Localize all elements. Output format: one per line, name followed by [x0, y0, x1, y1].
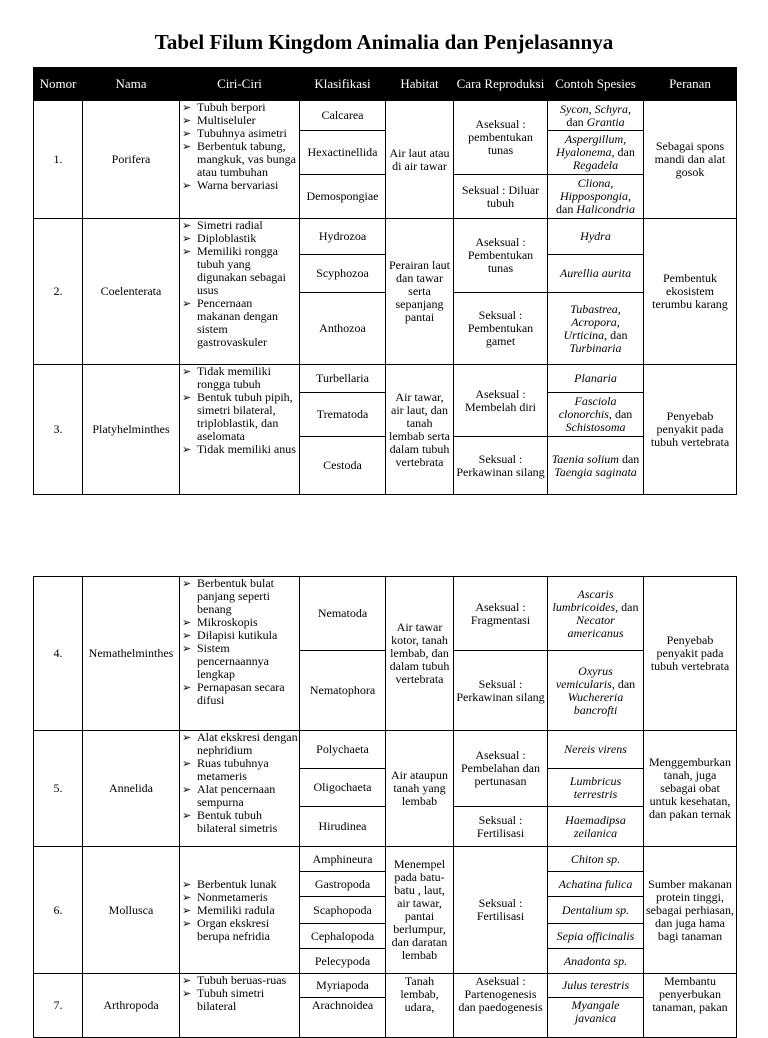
table-header-row	[34, 68, 737, 101]
cell-habitat: Tanah lembab, udara,	[386, 974, 454, 1038]
cell-nomor: 6.	[34, 847, 83, 974]
list-item: ➢ Berbentuk bulat panjang seperti benang	[182, 577, 298, 616]
cell-nama: Mollusca	[83, 847, 180, 974]
cell-contoh: Nereis virens	[548, 731, 644, 769]
list-item: ➢ Diploblastik	[182, 232, 298, 245]
list-item: ➢ Tubuh berpori	[182, 101, 298, 114]
cell-contoh: Achatina fulica	[548, 872, 644, 897]
list-item: ➢ Tidak memiliki anus	[182, 443, 298, 456]
page-title: Tabel Filum Kingdom Animalia dan Penjelasannya	[154, 30, 614, 54]
header-klasifikasi: Klasifikasi	[300, 68, 386, 101]
cell-nama: Porifera	[83, 101, 180, 219]
cell-peranan: Pembentuk ekosistem terumbu karang	[644, 219, 737, 365]
cell-ciri	[180, 847, 300, 974]
list-item: ➢ Tidak memiliki rongga tubuh	[182, 365, 298, 391]
list-item: ➢ Mikroskopis	[182, 616, 298, 629]
cell-reproduksi: Aseksual : Fragmentasi	[454, 577, 548, 651]
cell-reproduksi: Aseksual : Membelah diri	[454, 365, 548, 437]
header-reproduksi: Cara Reproduksi	[454, 68, 548, 101]
list-item: ➢ Pernapasan secara difusi	[182, 681, 298, 707]
cell-ciri	[180, 577, 300, 731]
cell-reproduksi: Seksual : Perkawinan silang	[454, 437, 548, 495]
list-item: ➢ Berbentuk tabung, mangkuk, vas bunga atau tumbuhan	[182, 140, 298, 179]
cell-habitat: Air laut atau di air tawar	[386, 101, 454, 219]
cell-contoh: Oxyrus vemicularis, dan Wuchereria bancrofti	[548, 651, 644, 731]
cell-klasifikasi: Anthozoa	[300, 293, 386, 365]
cell-reproduksi: Aseksual : pembentukan tunas	[454, 101, 548, 175]
cell-klasifikasi: Cephalopoda	[300, 924, 386, 949]
cell-klasifikasi: Arachnoidea	[300, 998, 386, 1038]
header-nomor: Nomor	[34, 68, 83, 101]
cell-nama: Annelida	[83, 731, 180, 847]
cell-peranan: Sebagai spons mandi dan alat gosok	[644, 101, 737, 219]
cell-contoh: Chiton sp.	[548, 847, 644, 872]
cell-contoh: Tubastrea, Acropora, Urticina, dan Turbinaria	[548, 293, 644, 365]
cell-klasifikasi: Cestoda	[300, 437, 386, 495]
list-item: ➢ Ruas tubuhnya metameris	[182, 757, 298, 783]
cell-nama: Platyhelminthes	[83, 365, 180, 495]
cell-contoh: Fasciola clonorchis, dan Schistosoma	[548, 393, 644, 437]
cell-habitat: Air tawar kotor, tanah lembab, dan dalam tubuh vertebrata	[386, 577, 454, 731]
cell-contoh: Julus terestris	[548, 974, 644, 998]
list-item: ➢ Dilapisi kutikula	[182, 629, 298, 642]
cell-contoh: Anadonta sp.	[548, 949, 644, 974]
cell-contoh: Myangale javanica	[548, 998, 644, 1038]
list-item: ➢ Sistem pencernaannya lengkap	[182, 642, 298, 681]
cell-klasifikasi: Turbellaria	[300, 365, 386, 393]
cell-nomor: 1.	[34, 101, 83, 219]
list-item: ➢ Bentuk tubuh pipih, simetri bilateral, triploblastik, dan aselomata	[182, 391, 298, 443]
list-item: ➢ Nonmetameris	[182, 891, 298, 904]
cell-klasifikasi: Hydrozoa	[300, 219, 386, 255]
list-item: ➢ Alat pencernaan sempurna	[182, 783, 298, 809]
list-item: ➢ Pencernaan makanan dengan sistem gastrovaskuler	[182, 297, 298, 349]
cell-klasifikasi: Myriapoda	[300, 974, 386, 998]
cell-klasifikasi: Oligochaeta	[300, 769, 386, 807]
cell-contoh: Cliona, Hippospongia, dan Halicondria	[548, 175, 644, 219]
table-row	[34, 101, 737, 131]
table-row	[34, 974, 737, 998]
cell-nomor: 7.	[34, 974, 83, 1038]
table-row	[34, 365, 737, 393]
cell-contoh: Hydra	[548, 219, 644, 255]
cell-habitat: Air tawar, air laut, dan tanah lembab serta dalam tubuh vertebrata	[386, 365, 454, 495]
cell-nama: Arthropoda	[83, 974, 180, 1038]
header-habitat: Habitat	[386, 68, 454, 101]
header-nama: Nama	[83, 68, 180, 101]
cell-klasifikasi: Pelecypoda	[300, 949, 386, 974]
cell-klasifikasi: Scyphozoa	[300, 255, 386, 293]
cell-reproduksi: Seksual : Fertilisasi	[454, 807, 548, 847]
list-item: ➢ Berbentuk lunak	[182, 878, 298, 891]
cell-contoh: Sepia officinalis	[548, 924, 644, 949]
cell-ciri	[180, 219, 300, 365]
header-peranan: Peranan	[644, 68, 737, 101]
cell-klasifikasi: Nematoda	[300, 577, 386, 651]
list-item: ➢ Tubuh simetri bilateral	[182, 987, 298, 1013]
header-contoh: Contoh Spesies	[548, 68, 644, 101]
cell-reproduksi: Seksual : Pembentukan gamet	[454, 293, 548, 365]
cell-ciri	[180, 974, 300, 1038]
list-item: ➢ Bentuk tubuh bilateral simetris	[182, 809, 298, 835]
phylum-table-part-2	[33, 576, 737, 1038]
cell-klasifikasi: Amphineura	[300, 847, 386, 872]
cell-peranan: Menggemburkan tanah, juga sebagai obat untuk kesehatan, dan pakan ternak	[644, 731, 737, 847]
cell-klasifikasi: Nematophora	[300, 651, 386, 731]
cell-contoh: Sycon, Schyra, dan Grantia	[548, 101, 644, 131]
list-item: ➢ Simetri radial	[182, 219, 298, 232]
cell-nama: Coelenterata	[83, 219, 180, 365]
cell-ciri	[180, 731, 300, 847]
cell-contoh: Haemadipsa zeilanica	[548, 807, 644, 847]
cell-peranan: Penyebab penyakit pada tubuh vertebrata	[644, 365, 737, 495]
cell-nomor: 3.	[34, 365, 83, 495]
table-row	[34, 731, 737, 769]
cell-contoh: Ascaris lumbricoides, dan Necator americanus	[548, 577, 644, 651]
cell-nomor: 4.	[34, 577, 83, 731]
list-item: ➢ Multiseluler	[182, 114, 298, 127]
cell-reproduksi: Seksual : Fertilisasi	[454, 847, 548, 974]
cell-reproduksi: Seksual : Perkawinan silang	[454, 651, 548, 731]
cell-nomor: 5.	[34, 731, 83, 847]
cell-peranan: Sumber makanan protein tinggi, sebagai perhiasan, dan juga hama bagi tanaman	[644, 847, 737, 974]
cell-reproduksi: Seksual : Diluar tubuh	[454, 175, 548, 219]
list-item: ➢ Tubuh beruas-ruas	[182, 974, 298, 987]
cell-contoh: Dentalium sp.	[548, 897, 644, 924]
cell-klasifikasi: Calcarea	[300, 101, 386, 131]
cell-klasifikasi: Demospongiae	[300, 175, 386, 219]
cell-nomor: 2.	[34, 219, 83, 365]
cell-klasifikasi: Gastropoda	[300, 872, 386, 897]
cell-habitat: Air ataupun tanah yang lembab	[386, 731, 454, 847]
cell-ciri	[180, 365, 300, 495]
cell-contoh: Planaria	[548, 365, 644, 393]
list-item: ➢ Memiliki rongga tubuh yang digunakan sebagai usus	[182, 245, 298, 297]
phylum-table-part-1	[33, 67, 737, 495]
cell-klasifikasi: Hexactinellida	[300, 131, 386, 175]
list-item: ➢ Warna bervariasi	[182, 179, 298, 192]
cell-klasifikasi: Polychaeta	[300, 731, 386, 769]
cell-klasifikasi: Scaphopoda	[300, 897, 386, 924]
cell-habitat: Menempel pada batu-batu , laut, air tawar, pantai berlumpur, dan daratan lembab	[386, 847, 454, 974]
cell-klasifikasi: Hirudinea	[300, 807, 386, 847]
list-item: ➢ Memiliki radula	[182, 904, 298, 917]
cell-contoh: Lumbricus terrestris	[548, 769, 644, 807]
cell-peranan: Membantu penyerbukan tanaman, pakan	[644, 974, 737, 1038]
cell-klasifikasi: Trematoda	[300, 393, 386, 437]
cell-contoh: Taenia solium dan Taengia saginata	[548, 437, 644, 495]
list-item: ➢ Alat ekskresi dengan nephridium	[182, 731, 298, 757]
cell-habitat: Perairan laut dan tawar serta sepanjang pantai	[386, 219, 454, 365]
list-item: ➢ Tubuhnya asimetri	[182, 127, 298, 140]
list-item: ➢ Organ ekskresi berupa nefridia	[182, 917, 298, 943]
cell-reproduksi: Aseksual : Pembelahan dan pertunasan	[454, 731, 548, 807]
table-row	[34, 847, 737, 872]
cell-contoh: Aurellia aurita	[548, 255, 644, 293]
cell-peranan: Penyebab penyakit pada tubuh vertebrata	[644, 577, 737, 731]
cell-reproduksi: Aseksual : Partenogenesis dan paedogenesis	[454, 974, 548, 1038]
cell-reproduksi: Aseksual : Pembentukan tunas	[454, 219, 548, 293]
cell-contoh: Aspergillum, Hyalonema, dan Regadela	[548, 131, 644, 175]
table-row	[34, 219, 737, 255]
cell-nama: Nemathelminthes	[83, 577, 180, 731]
header-ciri: Ciri-Ciri	[180, 68, 300, 101]
cell-ciri	[180, 101, 300, 219]
table-row	[34, 577, 737, 651]
